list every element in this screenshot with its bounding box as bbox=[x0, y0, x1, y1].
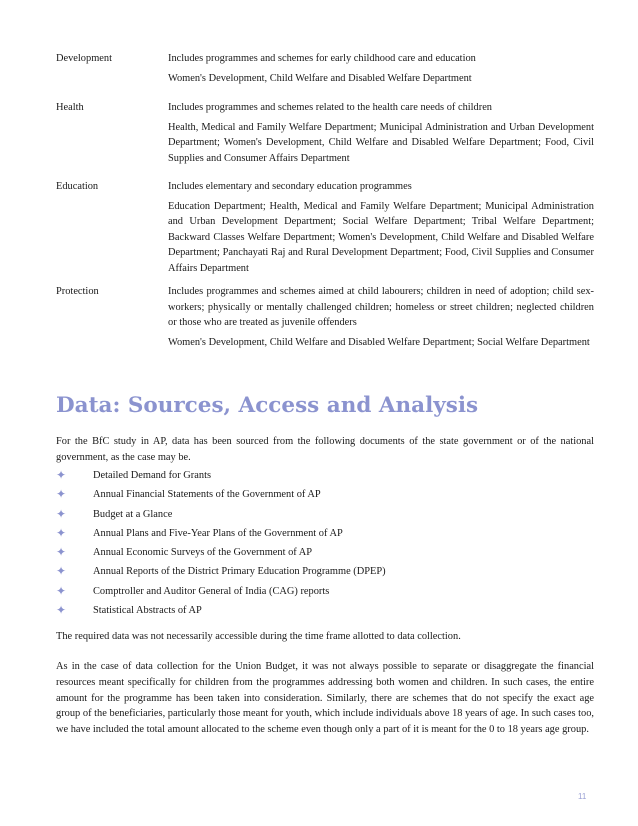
access-note: The required data was not necessarily accessible during the time frame allotted to data collection. bbox=[56, 631, 461, 642]
document-name: Annual Financial Statements of the Government of AP bbox=[93, 489, 321, 501]
four-point-star-bullet-icon: ✦ bbox=[56, 487, 67, 502]
section-heading: Data: Sources, Access and Analysis bbox=[56, 393, 479, 418]
sector-name: Education bbox=[56, 181, 99, 192]
list-item bbox=[56, 601, 594, 620]
four-point-star-bullet-icon: ✦ bbox=[56, 545, 67, 560]
sector-name: Health bbox=[56, 102, 84, 113]
source-document-list bbox=[56, 466, 594, 620]
sector-body bbox=[168, 51, 594, 86]
sector-departments: Women's Development, Child Welfare and Disabled Welfare Department; Social Welfare Department bbox=[168, 336, 590, 348]
list-item bbox=[56, 562, 594, 581]
document-name: Budget at a Glance bbox=[93, 508, 173, 520]
four-point-star-bullet-icon: ✦ bbox=[56, 525, 67, 540]
sector-description: Includes programmes and schemes aimed at child labourers; children in need of adoption; child sex-workers; physically or mentally challenged children; homeless or street children; neglected children or those who are treated as juvenile offenders bbox=[168, 286, 594, 328]
four-point-star-bullet-icon: ✦ bbox=[56, 468, 67, 482]
sector-description: Includes elementary and secondary education programmes bbox=[168, 181, 412, 192]
sector-body bbox=[168, 284, 594, 350]
sector-name: Development bbox=[56, 53, 112, 64]
list-item bbox=[56, 543, 594, 562]
sector-body bbox=[168, 100, 594, 166]
list-item bbox=[56, 524, 594, 543]
sector-description: Includes programmes and schemes related to the health care needs of children bbox=[168, 102, 492, 113]
document-name: Annual Reports of the District Primary Education Programme (DPEP) bbox=[93, 566, 386, 578]
document-name: Annual Plans and Five-Year Plans of the Government of AP bbox=[93, 527, 343, 539]
four-point-star-bullet-icon: ✦ bbox=[56, 603, 67, 618]
sector-description: Includes programmes and schemes for early childhood care and education bbox=[168, 53, 476, 64]
four-point-star-bullet-icon: ✦ bbox=[56, 583, 67, 598]
sector-name: Protection bbox=[56, 286, 99, 297]
four-point-star-bullet-icon: ✦ bbox=[56, 564, 67, 579]
closing-paragraph: As in the case of data collection for the Union Budget, it was not always possible to separate or disaggregate the financial resources meant specifically for children from the programmes addressing both women and children. In such cases, the entire amount for the programme has been taken into consideration. Similarly, there are schemes that do not specify the exact age group of the beneficiaries, particularly those meant for youth, which include individuals above 18 years of age. In such cases too, we have included the total amount allocated to the scheme even though only a part of it is meant for the 0 to 18 years age group. bbox=[56, 661, 594, 736]
sector-body bbox=[168, 179, 594, 276]
sector-departments: Women's Development, Child Welfare and Disabled Welfare Department bbox=[168, 72, 472, 84]
list-item bbox=[56, 466, 594, 485]
list-item bbox=[56, 485, 594, 504]
document-name: Detailed Demand for Grants bbox=[93, 470, 212, 481]
intro-paragraph: For the BfC study in AP, data has been sourced from the following documents of the state government or of the national government, as the case may be. bbox=[56, 436, 594, 463]
four-point-star-bullet-icon: ✦ bbox=[56, 506, 67, 521]
sector-departments: Education Department; Health, Medical and Family Welfare Department; Municipal Administration and Urban Development Department; Social Welfare Department; Tribal Welfare Department; Backward Classes Welfare Department; Women's Development, Child Welfare and Disabled Welfare Department; Panchayati Raj and Rural Development Department; Food, Civil Supplies and Consumer Affairs Department bbox=[168, 200, 594, 274]
document-name: Statistical Abstracts of AP bbox=[93, 605, 202, 617]
document-name: Annual Economic Surveys of the Government of AP bbox=[93, 547, 313, 559]
page-number: 11 bbox=[578, 792, 587, 801]
list-item bbox=[56, 582, 594, 601]
sector-departments: Health, Medical and Family Welfare Department; Municipal Administration and Urban Development Department; Women's Development, Child Welfare and Disabled Welfare Department; Food, Civil Supplies and Consumer Affairs Department bbox=[168, 121, 594, 164]
list-item bbox=[56, 505, 594, 524]
document-name: Comptroller and Auditor General of India (CAG) reports bbox=[93, 585, 330, 597]
